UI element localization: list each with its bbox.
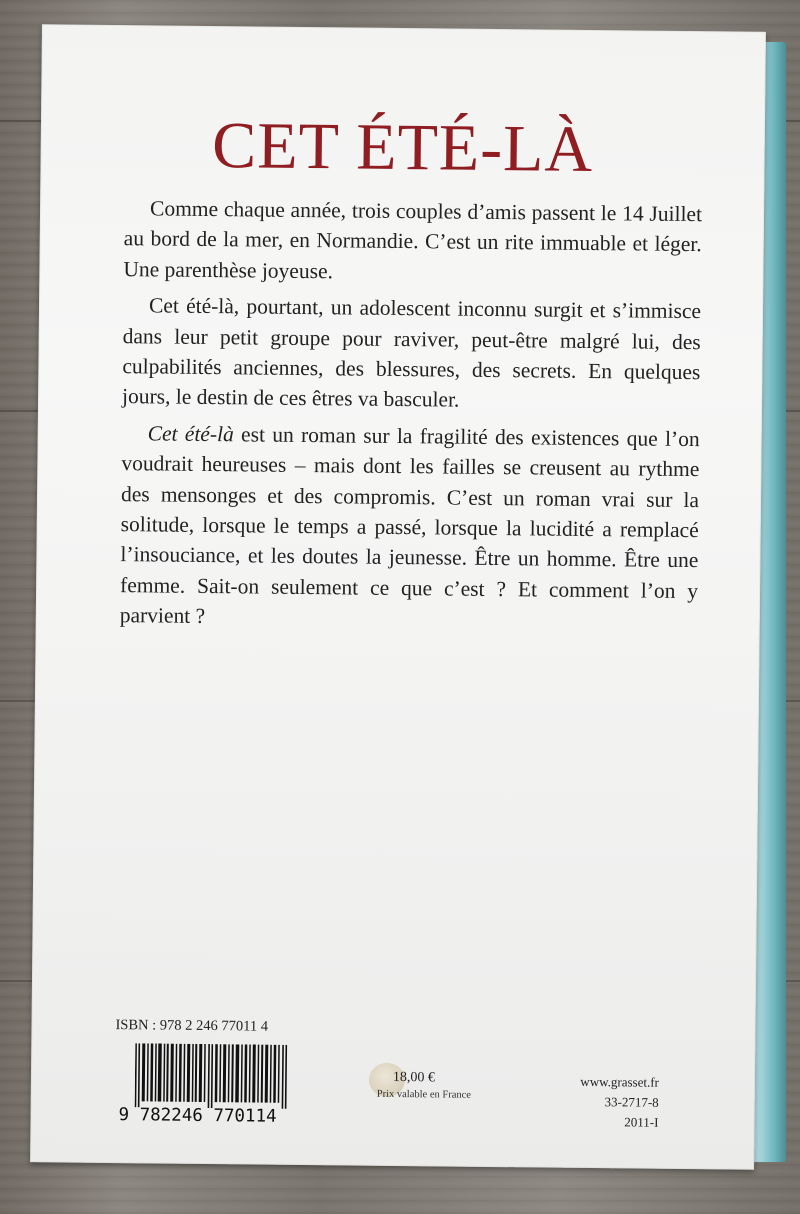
blurb-paragraph-rest: est un roman sur la fragilité des existences que l’on voudrait heureuses – mais dont les failles se creusent au rythme des mensonges et des compromis. C’est un roman vrai sur la solitude, lorsque le temps a passé, lorsque la lucidité a remplacé l’insouciance, et les doutes la jeunesse. Être un homme. Être une femme. Sait-on seulement ce que c’est ? Et comment l’on y parvient ? bbox=[119, 422, 700, 629]
barcode-icon bbox=[135, 1043, 290, 1109]
blurb-paragraph: Cet été-là, pourtant, un adolescent inconnu surgit et s’immisce dans leur petit groupe pour raviver, peut-être malgré lui, des culpabilités anciennes, des blessures, des secrets. En quelques jours, le destin de ces êtres va basculer. bbox=[121, 293, 702, 413]
blurb-text bbox=[120, 193, 703, 643]
barcode-digits: 9 782246 770114 bbox=[118, 1105, 277, 1127]
blurb-paragraph bbox=[120, 418, 700, 637]
price-note: Prix valable en France bbox=[376, 1088, 472, 1101]
blurb-paragraph: Comme chaque année, trois couples d’amis passent le 14 Juillet au bord de la mer, en Normandie. C’est un rite immuable et léger. Une parenthèse joyeuse. bbox=[123, 196, 703, 284]
publisher-info bbox=[558, 1072, 659, 1133]
isbn-label: ISBN : 978 2 246 77011 4 bbox=[115, 1017, 269, 1035]
publisher-website: www.grasset.fr bbox=[580, 1073, 660, 1090]
book-title: CET ÉTÉ-LÀ bbox=[211, 109, 594, 187]
blurb-book-title-italic: Cet été-là bbox=[147, 421, 234, 447]
edition-code: 2011-I bbox=[624, 1114, 659, 1130]
book-back-cover bbox=[30, 24, 766, 1170]
price: 18,00 € bbox=[392, 1069, 436, 1086]
publisher-code: 33-2717-8 bbox=[604, 1094, 659, 1110]
